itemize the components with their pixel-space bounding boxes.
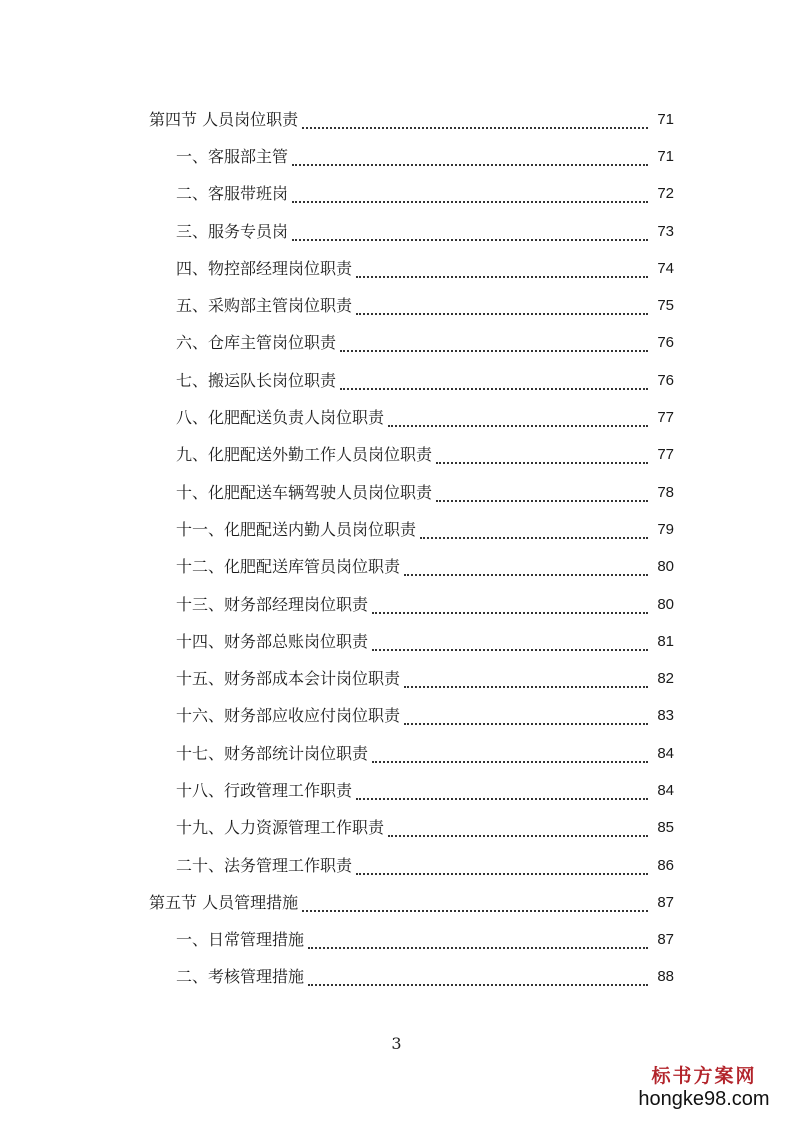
toc-subsection-entry[interactable] xyxy=(0,437,793,474)
toc-leader-wrap xyxy=(304,932,650,948)
toc-subsection-entry[interactable] xyxy=(0,586,793,623)
toc-leader-wrap xyxy=(304,969,650,985)
toc-entry-title: 十二、化肥配送库管员岗位职责 xyxy=(176,557,401,577)
toc-leader-wrap xyxy=(336,373,650,389)
toc-leader-wrap xyxy=(384,410,650,426)
toc-entry-title: 二、客服带班岗 xyxy=(176,184,289,204)
toc-entry-page-number: 79 xyxy=(657,520,674,538)
toc-entry-title: 十三、财务部经理岗位职责 xyxy=(176,594,369,614)
toc-dot-leader xyxy=(302,896,648,912)
toc-dot-leader xyxy=(372,598,648,614)
toc-entry-title: 第五节 人员管理措施 xyxy=(149,892,299,912)
toc-entry-title: 十五、财务部成本会计岗位职责 xyxy=(176,669,401,689)
toc-entry-page-number: 77 xyxy=(657,409,674,427)
toc-subsection-entry[interactable] xyxy=(0,772,793,809)
toc-entry-title: 十八、行政管理工作职责 xyxy=(176,780,353,800)
toc-subsection-entry[interactable] xyxy=(0,213,793,250)
toc-leader-wrap xyxy=(352,858,650,874)
toc-dot-leader xyxy=(356,299,648,315)
toc-dot-leader xyxy=(292,225,648,241)
toc-entry-page-number: 74 xyxy=(657,259,674,277)
toc-leader-wrap xyxy=(336,335,650,351)
toc-dot-leader xyxy=(436,486,648,502)
toc-leader-wrap xyxy=(288,186,650,202)
toc-dot-leader xyxy=(372,635,648,651)
toc-entry-page-number: 76 xyxy=(657,334,674,352)
toc-entry-title: 十四、财务部总账岗位职责 xyxy=(176,631,369,651)
toc-leader-wrap xyxy=(416,522,650,538)
toc-dot-leader xyxy=(404,709,648,725)
toc-entry-title: 八、化肥配送负责人岗位职责 xyxy=(176,408,385,428)
toc-entry-page-number: 85 xyxy=(657,819,674,837)
toc-subsection-entry[interactable] xyxy=(0,325,793,362)
toc-entry-page-number: 88 xyxy=(657,968,674,986)
toc-entry-title: 十九、人力资源管理工作职责 xyxy=(176,818,385,838)
watermark-brand: 标书方案网 xyxy=(651,1065,757,1087)
toc-entry-page-number: 80 xyxy=(657,595,674,613)
toc-entry-title: 十六、财务部应收应付岗位职责 xyxy=(176,706,401,726)
toc-entry-page-number: 81 xyxy=(657,632,674,650)
toc-subsection-entry[interactable] xyxy=(0,250,793,287)
toc-subsection-entry[interactable] xyxy=(0,511,793,548)
toc-dot-leader xyxy=(356,859,648,875)
toc-subsection-entry[interactable] xyxy=(0,138,793,175)
toc-subsection-entry[interactable] xyxy=(0,810,793,847)
toc-dot-leader xyxy=(404,560,648,576)
toc-dot-leader xyxy=(340,374,648,390)
toc-entry-title: 九、化肥配送外勤工作人员岗位职责 xyxy=(176,445,433,465)
toc-leader-wrap xyxy=(368,746,650,762)
toc-entry-title: 七、搬运队长岗位职责 xyxy=(176,370,337,390)
toc-leader-wrap xyxy=(298,895,650,911)
toc-subsection-entry[interactable] xyxy=(0,698,793,735)
toc-leader-wrap xyxy=(352,783,650,799)
toc-dot-leader xyxy=(388,411,648,427)
toc-entry-page-number: 80 xyxy=(657,558,674,576)
toc-dot-leader xyxy=(340,336,648,352)
toc-leader-wrap xyxy=(288,149,650,165)
toc-dot-leader xyxy=(356,262,648,278)
toc-entry-title: 六、仓库主管岗位职责 xyxy=(176,333,337,353)
toc-dot-leader xyxy=(356,784,648,800)
toc-section-entry[interactable] xyxy=(0,101,793,138)
toc-leader-wrap xyxy=(432,447,650,463)
toc-leader-wrap xyxy=(432,485,650,501)
toc-entry-page-number: 76 xyxy=(657,371,674,389)
toc-leader-wrap xyxy=(298,112,650,128)
toc-subsection-entry[interactable] xyxy=(0,549,793,586)
toc-entry-page-number: 72 xyxy=(657,185,674,203)
toc-subsection-entry[interactable] xyxy=(0,287,793,324)
toc-dot-leader xyxy=(436,448,648,464)
toc-entry-title: 一、客服部主管 xyxy=(176,146,289,166)
toc-subsection-entry[interactable] xyxy=(0,474,793,511)
toc-subsection-entry[interactable] xyxy=(0,660,793,697)
toc-entry-page-number: 83 xyxy=(657,707,674,725)
toc-entry-page-number: 75 xyxy=(657,297,674,315)
toc-dot-leader xyxy=(308,970,648,986)
toc-section-entry[interactable] xyxy=(0,884,793,921)
toc-subsection-entry[interactable] xyxy=(0,959,793,996)
toc-entry-title: 三、服务专员岗 xyxy=(176,221,289,241)
toc-entry-page-number: 71 xyxy=(657,147,674,165)
toc-entry-page-number: 87 xyxy=(657,931,674,949)
toc-entry-page-number: 87 xyxy=(657,893,674,911)
table-of-contents xyxy=(0,101,793,996)
toc-dot-leader xyxy=(292,187,648,203)
toc-dot-leader xyxy=(372,747,648,763)
toc-subsection-entry[interactable] xyxy=(0,399,793,436)
toc-entry-title: 第四节 人员岗位职责 xyxy=(149,109,299,129)
toc-leader-wrap xyxy=(400,559,650,575)
toc-subsection-entry[interactable] xyxy=(0,922,793,959)
toc-leader-wrap xyxy=(368,634,650,650)
toc-dot-leader xyxy=(302,113,648,129)
toc-entry-title: 十七、财务部统计岗位职责 xyxy=(176,743,369,763)
toc-subsection-entry[interactable] xyxy=(0,847,793,884)
toc-leader-wrap xyxy=(288,224,650,240)
toc-dot-leader xyxy=(308,933,648,949)
toc-leader-wrap xyxy=(384,820,650,836)
toc-entry-page-number: 77 xyxy=(657,446,674,464)
toc-entry-title: 二十、法务管理工作职责 xyxy=(176,855,353,875)
toc-entry-page-number: 71 xyxy=(657,110,674,128)
toc-dot-leader xyxy=(404,672,648,688)
toc-entry-page-number: 86 xyxy=(657,856,674,874)
toc-leader-wrap xyxy=(400,708,650,724)
toc-leader-wrap xyxy=(400,671,650,687)
toc-entry-page-number: 78 xyxy=(657,483,674,501)
toc-entry-page-number: 82 xyxy=(657,670,674,688)
toc-entry-page-number: 73 xyxy=(657,222,674,240)
toc-subsection-entry[interactable] xyxy=(0,735,793,772)
toc-dot-leader xyxy=(420,523,648,539)
watermark-url: hongke98.com xyxy=(638,1088,770,1110)
toc-entry-title: 五、采购部主管岗位职责 xyxy=(176,296,353,316)
toc-subsection-entry[interactable] xyxy=(0,362,793,399)
toc-entry-title: 十、化肥配送车辆驾驶人员岗位职责 xyxy=(176,482,433,502)
toc-leader-wrap xyxy=(368,597,650,613)
watermark-logo xyxy=(629,1064,779,1110)
toc-subsection-entry[interactable] xyxy=(0,176,793,213)
toc-leader-wrap xyxy=(352,298,650,314)
toc-entry-title: 十一、化肥配送内勤人员岗位职责 xyxy=(176,519,417,539)
toc-entry-page-number: 84 xyxy=(657,781,674,799)
toc-dot-leader xyxy=(388,821,648,837)
toc-entry-title: 二、考核管理措施 xyxy=(176,967,305,987)
toc-entry-title: 四、物控部经理岗位职责 xyxy=(176,258,353,278)
toc-entry-title: 一、日常管理措施 xyxy=(176,930,305,950)
page-number: 3 xyxy=(391,1034,402,1053)
toc-entry-page-number: 84 xyxy=(657,744,674,762)
toc-leader-wrap xyxy=(352,261,650,277)
toc-subsection-entry[interactable] xyxy=(0,623,793,660)
toc-dot-leader xyxy=(292,150,648,166)
